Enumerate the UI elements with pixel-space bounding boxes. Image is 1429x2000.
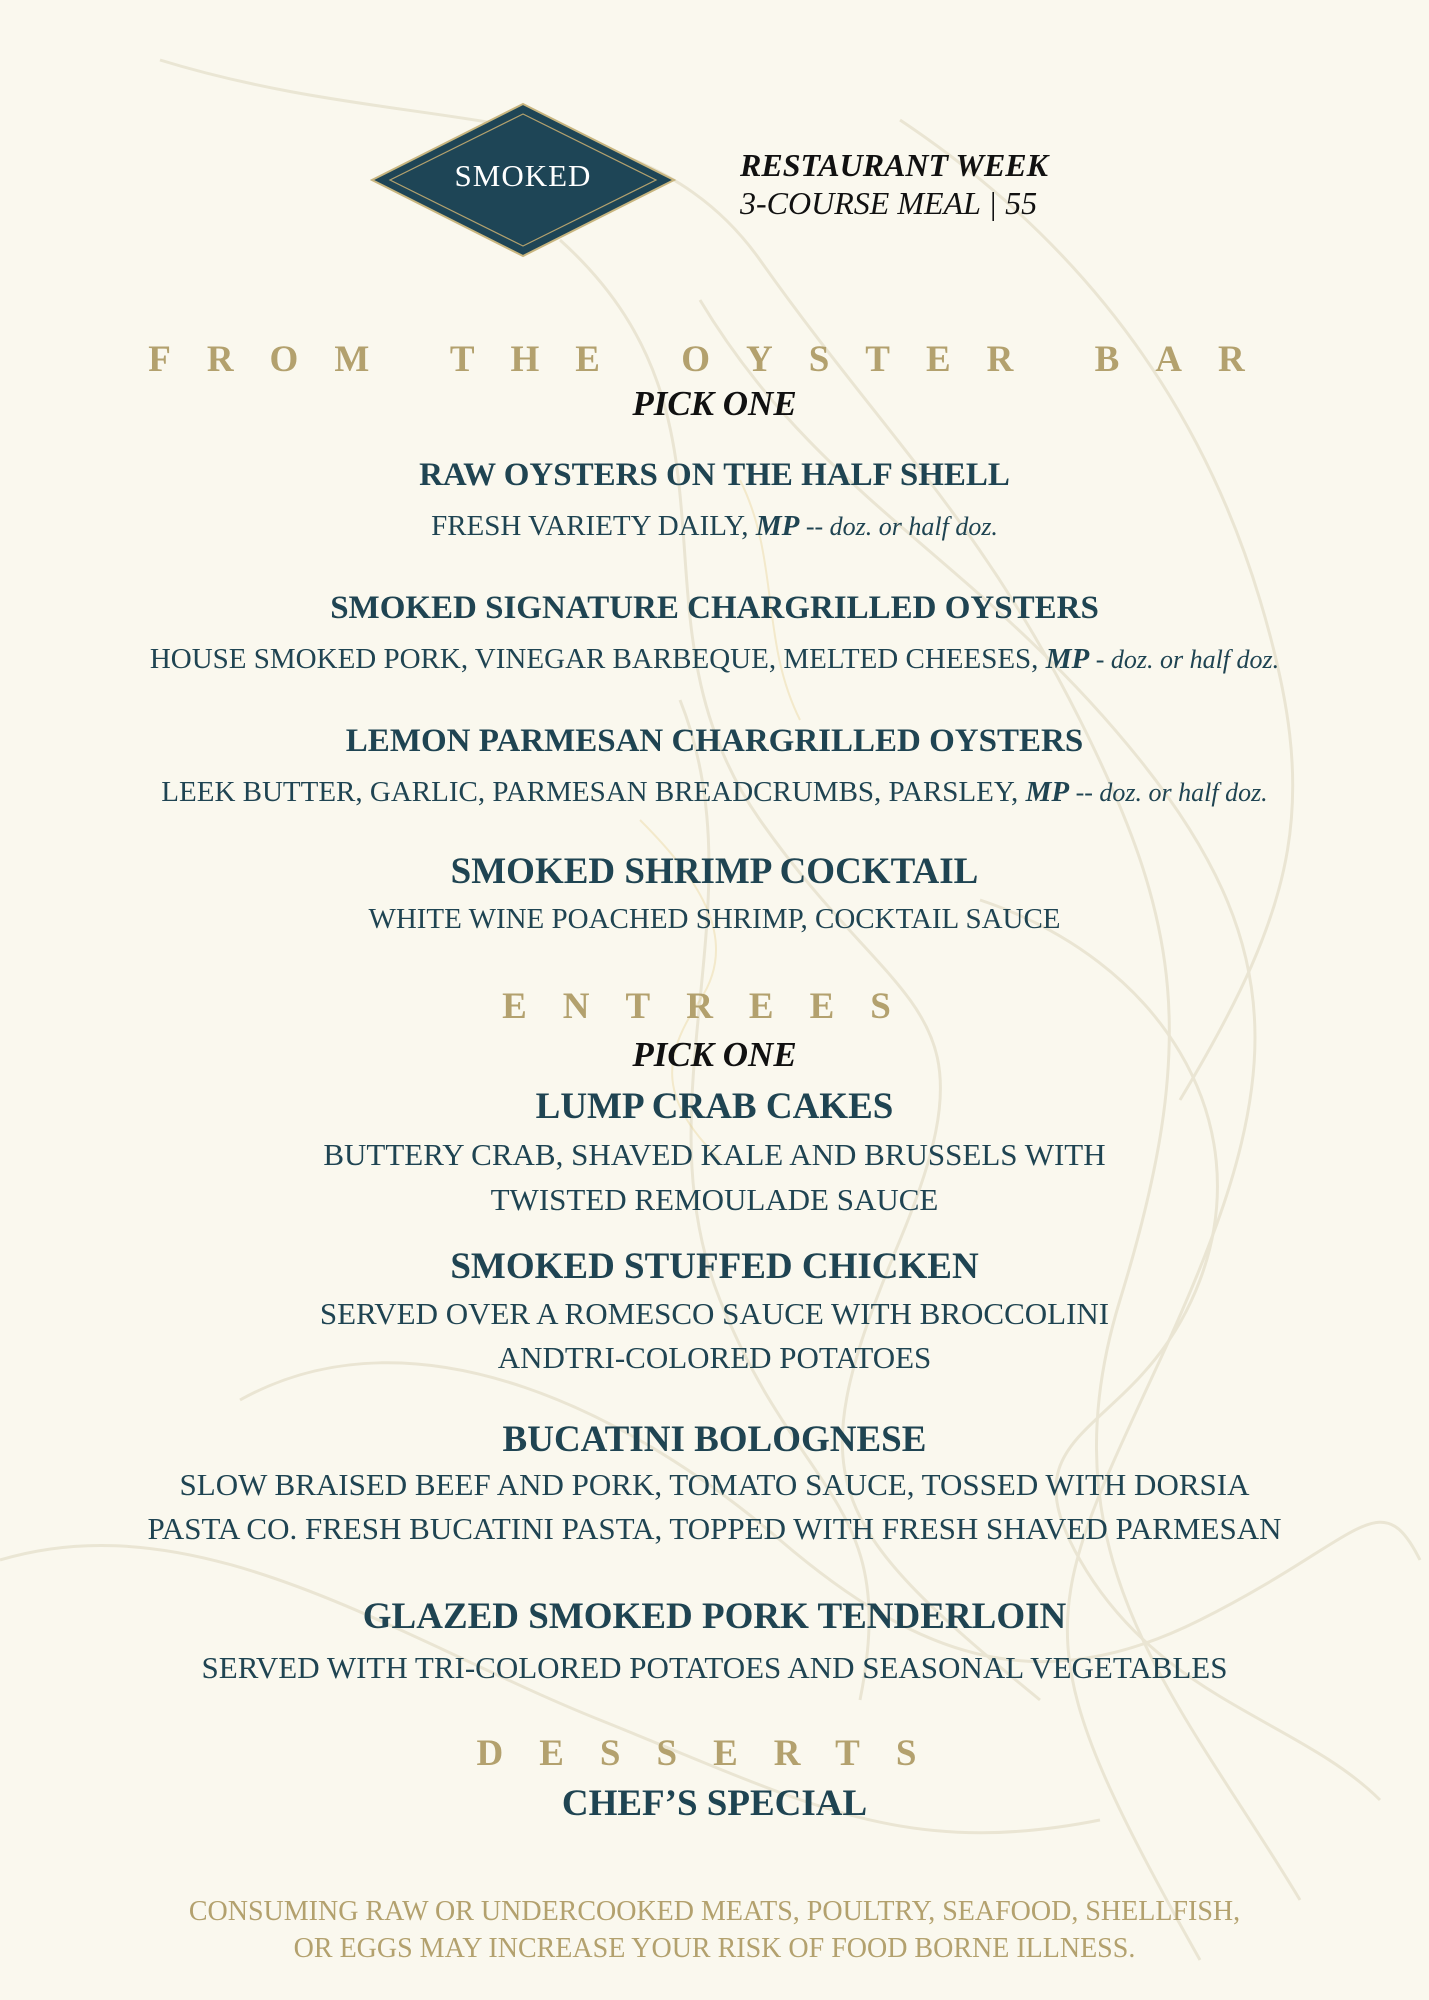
menu-item-desc: SLOW BRAISED BEEF AND PORK, TOMATO SAUCE, TOSSED WITH DORSIA bbox=[179, 1467, 1250, 1502]
menu-item-desc: HOUSE SMOKED PORK, VINEGAR BARBEQUE, MELTED CHEESES, MP - doz. or half doz. bbox=[149, 643, 1280, 675]
menu-item-desc: FRESH VARIETY DAILY, MP -- doz. or half doz. bbox=[431, 510, 998, 542]
menu-item-name: LUMP CRAB CAKES bbox=[535, 1086, 894, 1127]
section-heading-entrees: ENTREES bbox=[502, 986, 927, 1027]
menu-item-name: LEMON PARMESAN CHARGRILLED OYSTERS bbox=[345, 723, 1084, 759]
menu-item-desc: PASTA CO. FRESH BUCATINI PASTA, TOPPED WITH FRESH SHAVED PARMESAN bbox=[147, 1511, 1282, 1546]
health-disclaimer: OR EGGS MAY INCREASE YOUR RISK OF FOOD BORNE ILLNESS. bbox=[293, 1933, 1136, 1964]
menu-item-name: BUCATINI BOLOGNESE bbox=[502, 1419, 927, 1460]
section-heading-desserts: DESSERTS bbox=[476, 1733, 953, 1774]
menu-item-name: SMOKED SIGNATURE CHARGRILLED OYSTERS bbox=[330, 590, 1099, 626]
price-mp: MP bbox=[755, 510, 800, 542]
health-disclaimer: CONSUMING RAW OR UNDERCOOKED MEATS, POULTRY, SEAFOOD, SHELLFISH, bbox=[188, 1896, 1241, 1927]
price-mp: MP bbox=[1025, 776, 1070, 808]
entrees-pick-label: PICK ONE bbox=[632, 1035, 797, 1074]
menu-item-name: SMOKED SHRIMP COCKTAIL bbox=[450, 851, 979, 892]
promo-title: RESTAURANT WEEK bbox=[740, 147, 1048, 183]
menu-item-desc: WHITE WINE POACHED SHRIMP, COCKTAIL SAUCE bbox=[368, 903, 1061, 935]
section-heading-oyster-bar: FROM THE OYSTER BAR bbox=[148, 339, 1281, 380]
menu-item-name: CHEF’S SPECIAL bbox=[561, 1783, 868, 1824]
menu-item-name: GLAZED SMOKED PORK TENDERLOIN bbox=[362, 1596, 1067, 1637]
promo-subtitle: 3-COURSE MEAL | 55 bbox=[740, 185, 1038, 221]
menu-item-desc: ANDTRI-COLORED POTATOES bbox=[497, 1340, 932, 1375]
menu-item-name: SMOKED STUFFED CHICKEN bbox=[450, 1246, 979, 1287]
price-mp: MP bbox=[1045, 643, 1090, 675]
brand-logo-text: SMOKED bbox=[454, 158, 592, 193]
menu-item-name: RAW OYSTERS ON THE HALF SHELL bbox=[419, 457, 1010, 493]
menu-item-desc: BUTTERY CRAB, SHAVED KALE AND BRUSSELS WITH bbox=[323, 1137, 1106, 1172]
menu-item-desc: LEEK BUTTER, GARLIC, PARMESAN BREADCRUMBS, PARSLEY, MP -- doz. or half doz. bbox=[161, 776, 1268, 808]
promo-header bbox=[740, 146, 1048, 222]
menu-item-desc: SERVED OVER A ROMESCO SAUCE WITH BROCCOLINI bbox=[319, 1296, 1110, 1331]
menu-item-desc: TWISTED REMOULADE SAUCE bbox=[490, 1182, 939, 1217]
oyster-pick-label: PICK ONE bbox=[632, 384, 797, 423]
menu-item-desc: SERVED WITH TRI-COLORED POTATOES AND SEASONAL VEGETABLES bbox=[201, 1650, 1228, 1685]
